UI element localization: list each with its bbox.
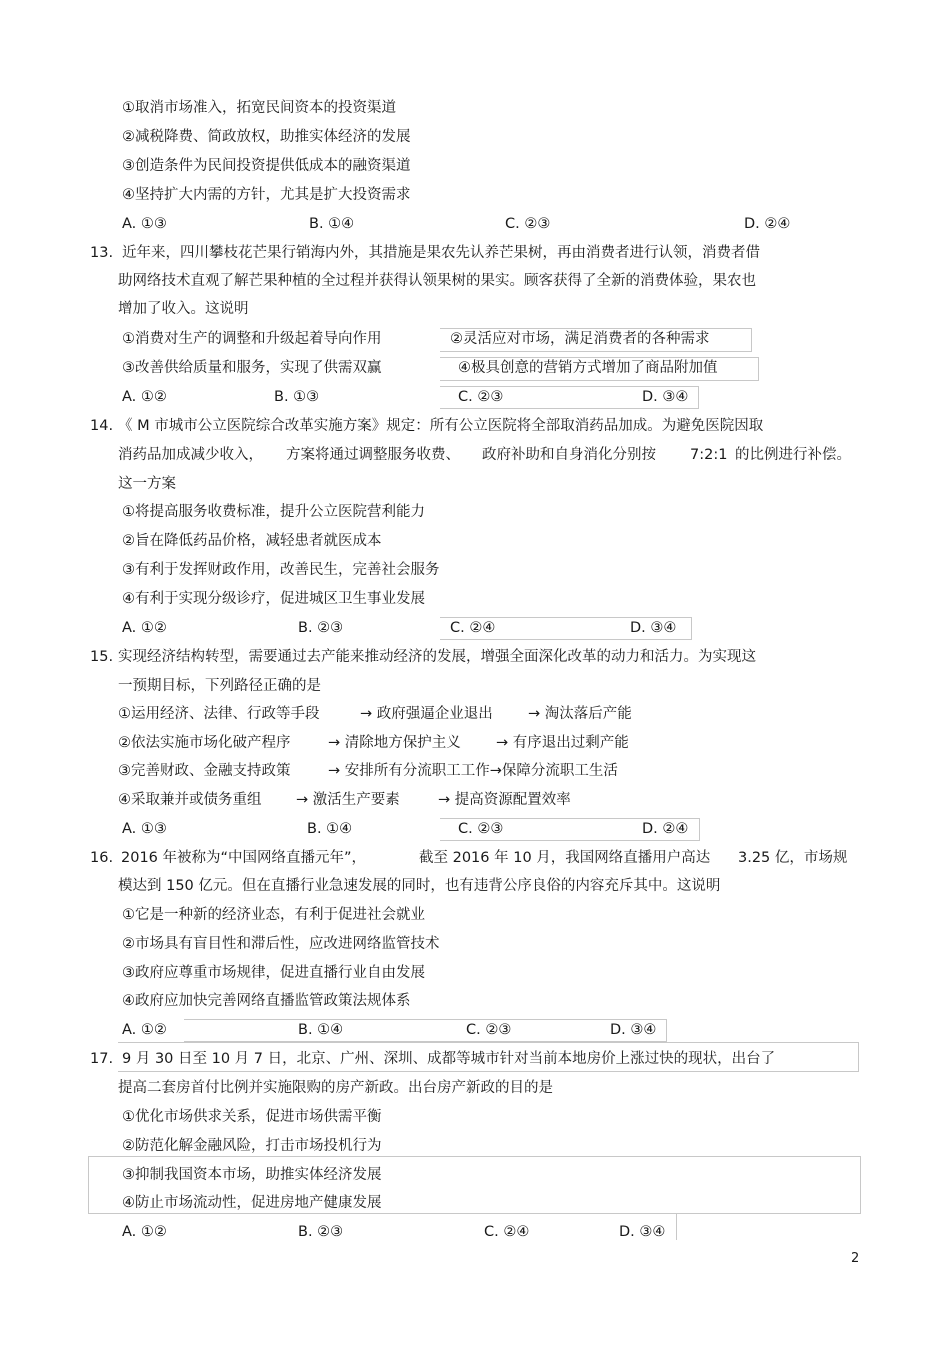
q17-answer-c: C. ②④ bbox=[484, 1224, 530, 1240]
q14-option-3: ③有利于发挥财政作用，改善民生，完善社会服务 bbox=[122, 562, 440, 578]
q15-path-4 bbox=[118, 790, 818, 810]
q13-answer-b: B. ①③ bbox=[274, 389, 320, 405]
q16-number: 16. bbox=[90, 850, 114, 866]
q12-option-1: ①取消市场准入，拓宽民间资本的投资渠道 bbox=[122, 100, 396, 116]
q15-path-2-means: ②依法实施市场化破产程序 bbox=[118, 735, 291, 751]
q15-path-2-step: → 清除地方保护主义 bbox=[328, 735, 461, 751]
q16-answer-d: D. ③④ bbox=[610, 1022, 657, 1038]
q12-option-4: ④坚持扩大内需的方针，尤其是扩大投资需求 bbox=[122, 187, 411, 203]
q13-stem-line-3: 增加了收入。这说明 bbox=[118, 301, 249, 317]
q16-option-4: ④政府应加快完善网络直播监管政策法规体系 bbox=[122, 993, 411, 1009]
q16-stem-line-1 bbox=[121, 848, 861, 868]
q14-stem-line-3: 这一方案 bbox=[118, 476, 176, 492]
q14-option-2: ②旨在降低药品价格，减轻患者就医成本 bbox=[122, 533, 382, 549]
q16-stem-part-2: 截至 2016 年 10 月，我国网络直播用户高达 bbox=[419, 850, 711, 866]
q16-stem-part-1: 2016 年被称为“中国网络直播元年”， bbox=[121, 850, 367, 866]
q13-answer-c: C. ②③ bbox=[458, 389, 504, 405]
q12-answer-a: A. ①③ bbox=[122, 216, 167, 232]
q15-path-1-means: ①运用经济、法律、行政等手段 bbox=[118, 706, 320, 722]
q15-number: 15. bbox=[90, 649, 114, 665]
q16-answer-a: A. ①② bbox=[122, 1022, 167, 1038]
q15-path-2 bbox=[118, 733, 818, 753]
q13-option-3: ③改善供给质量和服务，实现了供需双赢 bbox=[122, 360, 382, 376]
page-number: 2 bbox=[851, 1251, 860, 1266]
q14-stem-part-2: 方案将通过调整服务收费、 bbox=[286, 447, 460, 463]
q15-path-4-result: → 提高资源配置效率 bbox=[438, 792, 571, 808]
q13-stem-line-2: 助网络技术直观了解芒果种植的全过程并获得认领果树的果实。顾客获得了全新的消费体验，果农也 bbox=[118, 273, 756, 289]
q17-answer-a: A. ①② bbox=[122, 1224, 167, 1240]
q15-answer-a: A. ①③ bbox=[122, 821, 167, 837]
q15-path-3-step: → 安排所有分流职工工作→保障分流职工生活 bbox=[328, 763, 618, 779]
q14-option-4: ④有利于实现分级诊疗，促进城区卫生事业发展 bbox=[122, 591, 425, 607]
q17-option-3: ③抑制我国资本市场，助推实体经济发展 bbox=[122, 1167, 382, 1183]
q16-option-1: ①它是一种新的经济业态，有利于促进社会就业 bbox=[122, 907, 425, 923]
q13-number: 13. bbox=[90, 245, 114, 261]
q13-answer-a: A. ①② bbox=[122, 389, 167, 405]
q17-option-1: ①优化市场供求关系，促进市场供需平衡 bbox=[122, 1109, 382, 1125]
q15-path-4-means: ④采取兼并或债务重组 bbox=[118, 792, 262, 808]
q14-stem-part-1: 消药品加成减少收入， bbox=[118, 447, 263, 463]
q15-answer-d: D. ②④ bbox=[642, 821, 689, 837]
q15-path-4-step: → 激活生产要素 bbox=[296, 792, 400, 808]
q14-option-1: ①将提高服务收费标准，提升公立医院营利能力 bbox=[122, 504, 425, 520]
q17-number: 17. bbox=[90, 1051, 114, 1067]
q12-option-3: ③创造条件为民间投资提供低成本的融资渠道 bbox=[122, 158, 411, 174]
q13-option-1: ①消费对生产的调整和升级起着导向作用 bbox=[122, 331, 382, 347]
q12-answer-b: B. ①④ bbox=[309, 216, 355, 232]
q16-answer-frame bbox=[184, 1019, 667, 1042]
q17-answer-d: D. ③④ bbox=[619, 1224, 666, 1240]
q15-stem-line-1: 实现经济结构转型，需要通过去产能来推动经济的发展，增强全面深化改革的动力和活力。为实现这 bbox=[118, 649, 756, 665]
q16-option-3: ③政府应尊重市场规律，促进直播行业自由发展 bbox=[122, 965, 425, 981]
q14-stem-part-4: 的比例进行补偿。 bbox=[735, 447, 851, 463]
q14-stem-part-3: 政府补助和自身消化分别按 bbox=[482, 447, 656, 463]
q15-path-1 bbox=[118, 704, 818, 724]
q13-stem-line-1: 近年来，四川攀枝花芒果行销海内外，其措施是果农先认养芒果树，再由消费者进行认领，消费者借 bbox=[122, 245, 760, 261]
q14-stem-line-1: 《 M 市城市公立医院综合改革实施方案》规定：所有公立医院将全部取消药品加成。为避免医院因取 bbox=[118, 418, 764, 434]
q16-stem-part-3: 3.25 亿，市场规 bbox=[738, 850, 848, 866]
q12-answer-c: C. ②③ bbox=[505, 216, 551, 232]
q17-option-4: ④防止市场流动性，促进房地产健康发展 bbox=[122, 1195, 382, 1211]
q16-stem-line-2: 模达到 150 亿元。但在直播行业急速发展的同时，也有违背公序良俗的内容充斥其中。这说明 bbox=[118, 878, 721, 894]
q16-answer-b: B. ①④ bbox=[298, 1022, 344, 1038]
q15-stem-line-2: 一预期目标，下列路径正确的是 bbox=[118, 678, 321, 694]
q15-path-3-means: ③完善财政、金融支持政策 bbox=[118, 763, 291, 779]
q15-path-1-step: → 政府强逼企业退出 bbox=[360, 706, 493, 722]
q13-option-4: ④极具创意的营销方式增加了商品附加值 bbox=[458, 360, 718, 376]
q15-path-3 bbox=[118, 761, 818, 781]
q12-answer-d: D. ②④ bbox=[744, 216, 791, 232]
q14-answer-c: C. ②④ bbox=[450, 620, 496, 636]
q17-option-2: ②防范化解金融风险，打击市场投机行为 bbox=[122, 1138, 382, 1154]
q14-number: 14. bbox=[90, 418, 114, 434]
q14-answer-b: B. ②③ bbox=[298, 620, 344, 636]
q12-option-2: ②减税降费、简政放权，助推实体经济的发展 bbox=[122, 129, 411, 145]
q14-answer-d: D. ③④ bbox=[630, 620, 677, 636]
q16-answer-c: C. ②③ bbox=[466, 1022, 512, 1038]
q16-option-2: ②市场具有盲目性和滞后性，应改进网络监管技术 bbox=[122, 936, 440, 952]
q15-answer-c: C. ②③ bbox=[458, 821, 504, 837]
q15-answer-b: B. ①④ bbox=[307, 821, 353, 837]
q15-path-1-result: → 淘汰落后产能 bbox=[528, 706, 632, 722]
q13-answer-d: D. ③④ bbox=[642, 389, 689, 405]
q15-path-2-result: → 有序退出过剩产能 bbox=[496, 735, 629, 751]
q17-answer-b: B. ②③ bbox=[298, 1224, 344, 1240]
q14-stem-ratio: 7:2:1 bbox=[690, 447, 728, 463]
q13-option-2: ②灵活应对市场，满足消费者的各种需求 bbox=[450, 331, 710, 347]
q14-answer-a: A. ①② bbox=[122, 620, 167, 636]
q17-stem-line-2: 提高二套房首付比例并实施限购的房产新政。出台房产新政的目的是 bbox=[118, 1080, 553, 1096]
q17-stem-line-1: 9 月 30 日至 10 月 7 日，北京、广州、深圳、成都等城市针对当前本地房价上涨过快的现状，出台了 bbox=[122, 1051, 776, 1067]
